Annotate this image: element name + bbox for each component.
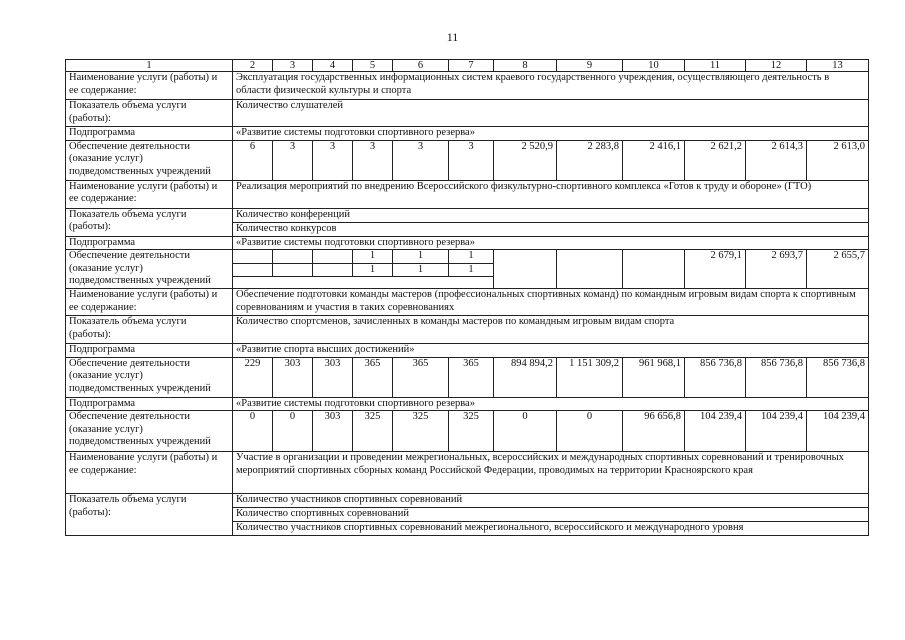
- service-text: Эксплуатация государственных информационных систем краевого государственного учреждения, осуществляющего деятельность в области физической культуры и спорта: [233, 72, 869, 100]
- value-cell: 3: [449, 140, 494, 180]
- support-label: Обеспечение деятельности (оказание услуг) подведомственных учреждений: [66, 140, 233, 180]
- header-cell: 4: [313, 60, 353, 72]
- service-row: [66, 289, 869, 316]
- value-cell: 3: [313, 140, 353, 180]
- support-row: [66, 357, 869, 397]
- value-cell: [313, 263, 353, 277]
- value-cell: 2 614,3: [746, 140, 807, 180]
- indicator-text: Количество спортсменов, зачисленных в команды мастеров по командным игровым видам спорта: [233, 316, 869, 344]
- support-row: [66, 411, 869, 452]
- support-label: Обеспечение деятельности (оказание услуг) подведомственных учреждений: [66, 357, 233, 397]
- header-cell: 10: [623, 60, 685, 72]
- value-cell: 303: [313, 357, 353, 397]
- value-cell: [313, 250, 353, 264]
- indicator-label: Показатель объема услуги (работы):: [66, 316, 233, 344]
- value-cell: 2 416,1: [623, 140, 685, 180]
- indicator-text: Количество участников спортивных соревнований: [233, 494, 869, 508]
- value-cell: 6: [233, 140, 273, 180]
- value-cell: 2 613,0: [807, 140, 869, 180]
- value-cell: 1 151 309,2: [557, 357, 623, 397]
- value-cell: 2 520,9: [494, 140, 557, 180]
- header-cell: 11: [685, 60, 746, 72]
- value-cell: 2 679,1: [685, 250, 746, 289]
- service-text: Участие в организации и проведении межрегиональных, всероссийских и международных спортивных соревнований и тренировочных мероприятий спортивных сборных команд Российской Федерации, проводимых на территории Красноярского края: [233, 452, 869, 494]
- header-row: [66, 60, 869, 72]
- value-cell: 1: [449, 250, 494, 264]
- service-label: Наименование услуги (работы) и ее содержание:: [66, 289, 233, 316]
- value-cell: 3: [353, 140, 393, 180]
- value-cell: 1: [393, 263, 449, 277]
- value-cell: 3: [393, 140, 449, 180]
- service-row: [66, 180, 869, 208]
- indicator-row: [66, 100, 869, 127]
- page-number: 11: [446, 30, 459, 44]
- value-cell: 303: [273, 357, 313, 397]
- value-cell: 0: [233, 411, 273, 452]
- service-row: [66, 72, 869, 100]
- service-text: Реализация мероприятий по внедрению Всероссийского физкультурно-спортивного комплекса «Готов к труду и обороне» (ГТО): [233, 180, 869, 208]
- empty-cell: [233, 277, 494, 289]
- subprogram-text: «Развитие системы подготовки спортивного резерва»: [233, 127, 869, 141]
- value-cell: 3: [273, 140, 313, 180]
- subprogram-row: [66, 397, 869, 411]
- indicator-text: Количество конкурсов: [233, 222, 869, 236]
- subprogram-label: Подпрограмма: [66, 127, 233, 141]
- value-cell: 1: [449, 263, 494, 277]
- subprogram-label: Подпрограмма: [66, 236, 233, 250]
- indicator-text: Количество участников спортивных соревнований межрегионального, всероссийского и международного уровня: [233, 522, 869, 536]
- value-cell: 229: [233, 357, 273, 397]
- value-cell: 1: [353, 250, 393, 264]
- indicator-row: [66, 494, 869, 508]
- subprogram-label: Подпрограмма: [66, 397, 233, 411]
- value-cell: [233, 250, 273, 264]
- value-cell: 303: [313, 411, 353, 452]
- indicator-label: Показатель объема услуги (работы):: [66, 208, 233, 236]
- indicator-text: Количество слушателей: [233, 100, 869, 127]
- value-cell: 0: [273, 411, 313, 452]
- value-cell: 325: [449, 411, 494, 452]
- header-cell: 12: [746, 60, 807, 72]
- service-label: Наименование услуги (работы) и ее содержание:: [66, 452, 233, 494]
- header-cell: 13: [807, 60, 869, 72]
- value-cell: [494, 250, 557, 289]
- service-label: Наименование услуги (работы) и ее содержание:: [66, 72, 233, 100]
- value-cell: 856 736,8: [746, 357, 807, 397]
- value-cell: 325: [393, 411, 449, 452]
- value-cell: [273, 250, 313, 264]
- header-cell: 5: [353, 60, 393, 72]
- header-cell: 6: [393, 60, 449, 72]
- service-text: Обеспечение подготовки команды мастеров (профессиональных спортивных команд) по командным игровым видам спорта к спортивным соревнованиям и участия в таких соревнованиях: [233, 289, 869, 316]
- value-cell: 2 655,7: [807, 250, 869, 289]
- value-cell: [557, 250, 623, 289]
- value-cell: 365: [449, 357, 494, 397]
- value-cell: 856 736,8: [685, 357, 746, 397]
- subprogram-label: Подпрограмма: [66, 344, 233, 358]
- support-label: Обеспечение деятельности (оказание услуг) подведомственных учреждений: [66, 411, 233, 452]
- support-row: [66, 140, 869, 180]
- value-cell: 104 239,4: [685, 411, 746, 452]
- value-cell: 1: [353, 263, 393, 277]
- value-cell: 856 736,8: [807, 357, 869, 397]
- support-row: [66, 250, 869, 264]
- subprogram-text: «Развитие спорта высших достижений»: [233, 344, 869, 358]
- indicator-text: Количество конференций: [233, 208, 869, 222]
- indicator-text: Количество спортивных соревнований: [233, 508, 869, 522]
- value-cell: 365: [393, 357, 449, 397]
- subprogram-text: «Развитие системы подготовки спортивного резерва»: [233, 236, 869, 250]
- value-cell: 1: [393, 250, 449, 264]
- value-cell: 104 239,4: [746, 411, 807, 452]
- value-cell: [623, 250, 685, 289]
- value-cell: [273, 263, 313, 277]
- value-cell: [233, 263, 273, 277]
- value-cell: 894 894,2: [494, 357, 557, 397]
- value-cell: 0: [494, 411, 557, 452]
- service-row: [66, 452, 869, 494]
- value-cell: 2 621,2: [685, 140, 746, 180]
- header-cell: 3: [273, 60, 313, 72]
- indicator-label: Показатель объема услуги (работы):: [66, 494, 233, 536]
- header-cell: 7: [449, 60, 494, 72]
- indicator-row: [66, 316, 869, 344]
- value-cell: 365: [353, 357, 393, 397]
- value-cell: 0: [557, 411, 623, 452]
- indicator-label: Показатель объема услуги (работы):: [66, 100, 233, 127]
- subprogram-text: «Развитие системы подготовки спортивного резерва»: [233, 397, 869, 411]
- header-cell: 8: [494, 60, 557, 72]
- support-label: Обеспечение деятельности (оказание услуг) подведомственных учреждений: [66, 250, 233, 289]
- value-cell: 2 283,8: [557, 140, 623, 180]
- subprogram-row: [66, 344, 869, 358]
- service-label: Наименование услуги (работы) и ее содержание:: [66, 180, 233, 208]
- subprogram-row: [66, 236, 869, 250]
- value-cell: 961 968,1: [623, 357, 685, 397]
- value-cell: 325: [353, 411, 393, 452]
- header-cell: 9: [557, 60, 623, 72]
- value-cell: 104 239,4: [807, 411, 869, 452]
- header-cell: 1: [66, 60, 233, 72]
- value-cell: 2 693,7: [746, 250, 807, 289]
- indicator-row: [66, 208, 869, 222]
- header-cell: 2: [233, 60, 273, 72]
- budget-table: [65, 59, 869, 536]
- value-cell: 96 656,8: [623, 411, 685, 452]
- subprogram-row: [66, 127, 869, 141]
